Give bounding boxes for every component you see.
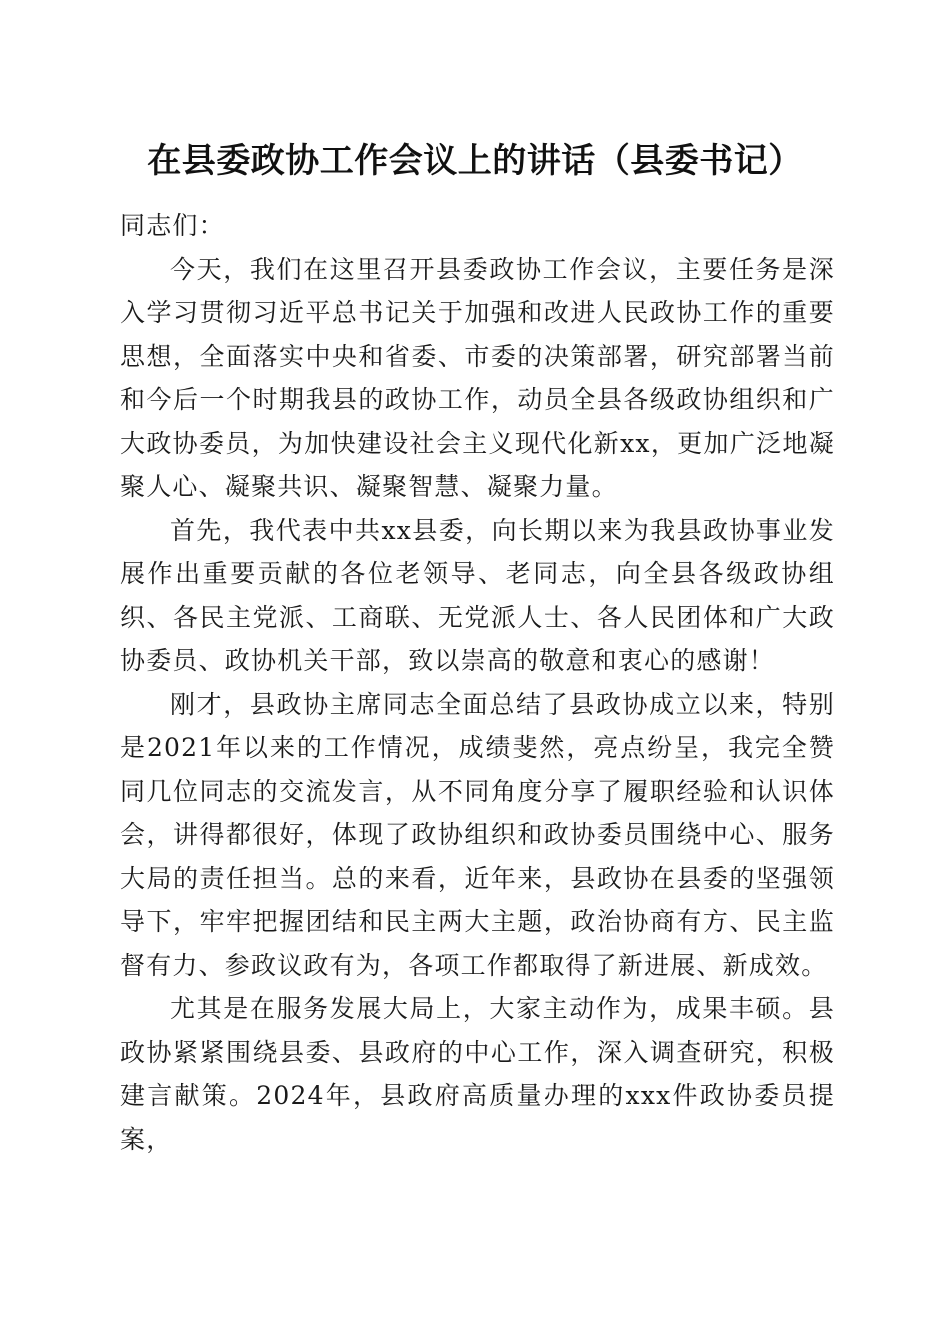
paragraph-thanks: 首先，我代表中共xx县委，向长期以来为我县政协事业发展作出重要贡献的各位老领导、老同志，向全县各级政协组织、各民主党派、工商联、无党派人士、各人民团体和广大政协委员、政协机关干部，致以崇高的敬意和衷心的感谢！ [120,515,835,675]
paragraph-review: 刚才，县政协主席同志全面总结了县政协成立以来，特别是2021年以来的工作情况，成绩斐然，亮点纷呈，我完全赞同几位同志的交流发言，从不同角度分享了履职经验和认识体会，讲得都很好，体现了政协组织和政协委员围绕中心、服务大局的责任担当。总的来看，近年来，县政协在县委的坚强领导下，牢牢把握团结和民主两大主题，政治协商有方、民主监督有力、参政议政有为，各项工作都取得了新进展、新成效。 [120,689,835,980]
paragraph-development: 尤其是在服务发展大局上，大家主动作为，成果丰硕。县政协紧紧围绕县委、县政府的中心工作，深入调查研究，积极建言献策。2024年，县政府高质量办理的xxx件政协委员提案， [120,994,835,1154]
paragraph-opening: 今天，我们在这里召开县委政协工作会议，主要任务是深入学习贯彻习近平总书记关于加强和改进人民政协工作的重要思想，全面落实中央和省委、市委的决策部署，研究部署当前和今后一个时期我县的政协工作，动员全县各级政协组织和广大政协委员，为加快建设社会主义现代化新xx，更加广泛地凝聚人心、凝聚共识、凝聚智慧、凝聚力量。 [120,254,835,501]
document-body [120,204,835,1161]
document-title: 在县委政协工作会议上的讲话（县委书记） [147,141,803,181]
salutation: 同志们： [120,211,225,240]
